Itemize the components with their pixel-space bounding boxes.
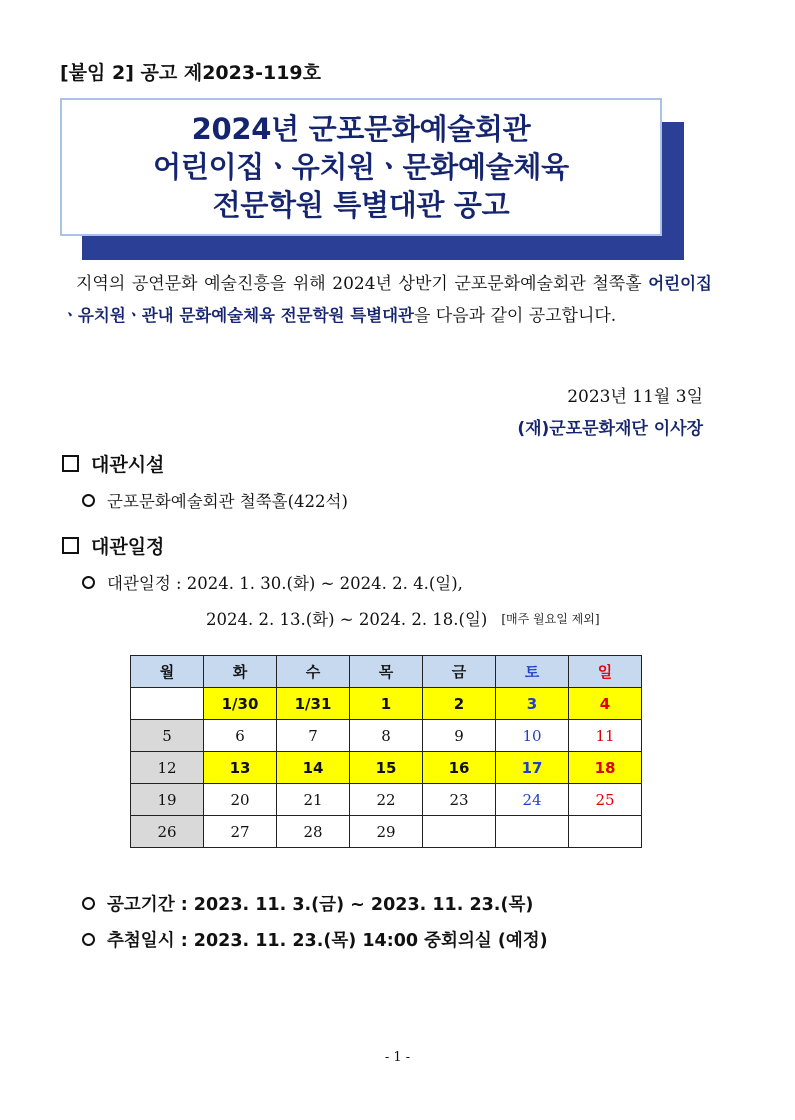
calendar-row	[131, 816, 642, 848]
calendar-cell: 25	[569, 784, 642, 816]
calendar-cell: 16	[423, 752, 496, 784]
schedule-line-1: 대관일정 : 2024. 1. 30.(화) ~ 2024. 2. 4.(일),	[107, 574, 463, 593]
schedule-line-2: 2024. 2. 13.(화) ~ 2024. 2. 18.(일)	[206, 610, 488, 629]
section-facility-title: 대관시설	[91, 454, 165, 476]
calendar-header-row	[131, 656, 642, 688]
calendar-cell: 1/30	[204, 688, 277, 720]
schedule-item	[82, 570, 463, 594]
calendar-table	[130, 655, 642, 848]
calendar-row	[131, 688, 642, 720]
calendar-cell: 6	[204, 720, 277, 752]
circle-bullet-icon	[82, 897, 95, 910]
calendar-cell: 10	[496, 720, 569, 752]
header-fri: 금	[423, 656, 496, 688]
section-schedule-title: 대관일정	[91, 536, 165, 558]
calendar-cell: 15	[350, 752, 423, 784]
calendar-cell: 8	[350, 720, 423, 752]
calendar-cell: 29	[350, 816, 423, 848]
header-wed: 수	[277, 656, 350, 688]
title-line-1: 2024년 군포문화예술회관	[191, 112, 531, 146]
lottery-text: 추첨일시 : 2023. 11. 23.(목) 14:00 중회의실 (예정)	[107, 931, 548, 951]
calendar-cell: 22	[350, 784, 423, 816]
calendar-cell: 9	[423, 720, 496, 752]
calendar-cell: 21	[277, 784, 350, 816]
calendar-cell: 26	[131, 816, 204, 848]
calendar-cell: 1	[350, 688, 423, 720]
page-number: - 1 -	[384, 1050, 411, 1065]
header-tue: 화	[204, 656, 277, 688]
calendar-cell: 2	[423, 688, 496, 720]
calendar-cell: 4	[569, 688, 642, 720]
announcement-date: 2023년 11월 3일	[567, 387, 703, 407]
calendar-cell: 18	[569, 752, 642, 784]
circle-bullet-icon	[82, 494, 95, 507]
calendar-cell: 28	[277, 816, 350, 848]
calendar-cell: 7	[277, 720, 350, 752]
header-sat: 토	[496, 656, 569, 688]
schedule-item-continued	[206, 606, 600, 630]
intro-text-2: 을 다음과 같이 공고합니다.	[413, 306, 617, 326]
intro-emphasis: 어린이집ㆍ유치원ㆍ관내 문화예술체육 전문학원 특별대관	[62, 274, 712, 325]
title-line-3: 전문학원 특별대관 공고	[212, 188, 510, 222]
section-schedule-heading	[62, 532, 164, 559]
calendar-cell: 5	[131, 720, 204, 752]
facility-item	[82, 488, 348, 512]
calendar-cell: 14	[277, 752, 350, 784]
attachment-label: [붙임 2] 공고 제2023-119호	[60, 62, 321, 84]
header-sun: 일	[569, 656, 642, 688]
calendar-cell: 23	[423, 784, 496, 816]
calendar-row	[131, 752, 642, 784]
calendar-cell	[496, 816, 569, 848]
calendar-row	[131, 784, 642, 816]
title-line-2: 어린이집ㆍ유치원ㆍ문화예술체육	[153, 150, 569, 184]
calendar-cell: 24	[496, 784, 569, 816]
schedule-note: [매주 월요일 제외]	[501, 611, 600, 626]
square-bullet-icon	[62, 537, 79, 554]
calendar-cell	[569, 816, 642, 848]
organization: (재)군포문화재단 이사장	[517, 419, 703, 439]
intro-text-1: 지역의 공연문화 예술진흥을 위해 2024년 상반기 군포문화예술회관 철쭉홀	[76, 274, 649, 294]
calendar-cell: 3	[496, 688, 569, 720]
lottery-item	[82, 927, 548, 952]
calendar-cell: 20	[204, 784, 277, 816]
facility-text: 군포문화예술회관 철쭉홀(422석)	[107, 492, 348, 511]
circle-bullet-icon	[82, 576, 95, 589]
calendar-cell: 27	[204, 816, 277, 848]
header-mon: 월	[131, 656, 204, 688]
circle-bullet-icon	[82, 933, 95, 946]
calendar-cell: 13	[204, 752, 277, 784]
title-box	[60, 98, 662, 236]
calendar-row	[131, 720, 642, 752]
notice-period-item	[82, 891, 533, 916]
header-thu: 목	[350, 656, 423, 688]
calendar-cell: 11	[569, 720, 642, 752]
calendar-cell	[131, 688, 204, 720]
calendar-cell: 12	[131, 752, 204, 784]
calendar-cell	[423, 816, 496, 848]
intro-paragraph	[62, 268, 712, 332]
calendar-cell: 1/31	[277, 688, 350, 720]
calendar-cell: 17	[496, 752, 569, 784]
square-bullet-icon	[62, 455, 79, 472]
notice-period-text: 공고기간 : 2023. 11. 3.(금) ~ 2023. 11. 23.(목)	[107, 895, 534, 915]
calendar-cell: 19	[131, 784, 204, 816]
section-facility-heading	[62, 450, 164, 477]
